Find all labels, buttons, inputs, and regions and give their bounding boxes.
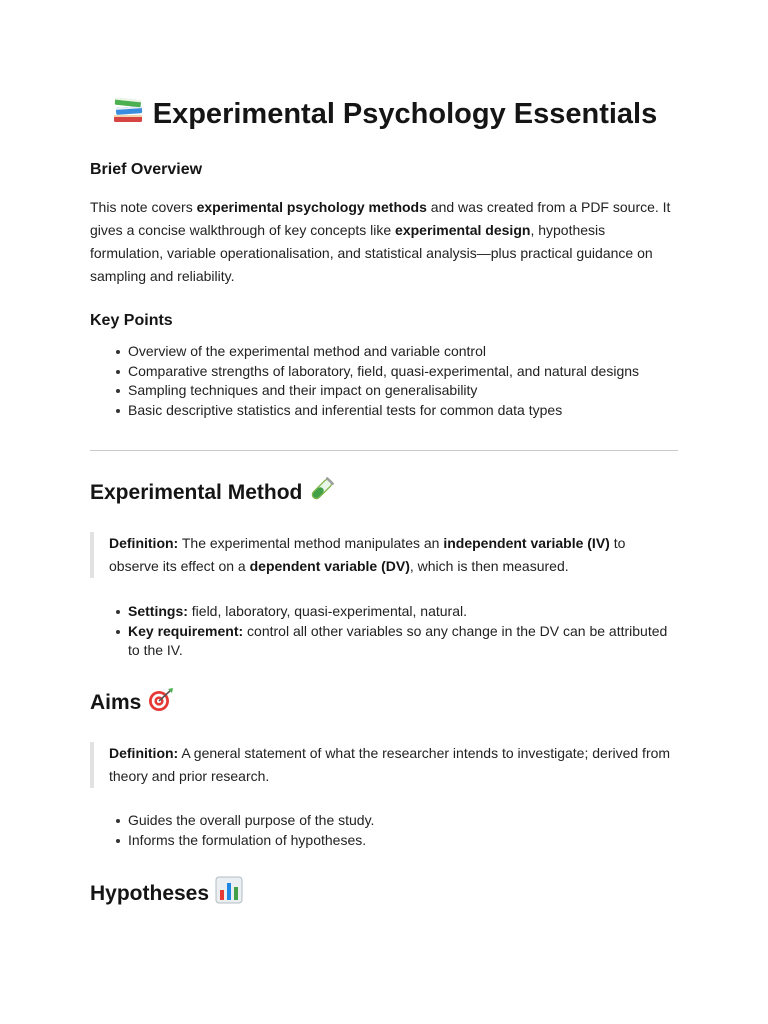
experimental-method-bullets [90,602,678,661]
key-points-heading: Key Points [90,312,173,329]
list-item: Overview of the experimental method and variable control [128,342,678,362]
list-item: Basic descriptive statistics and inferential tests for common data types [128,401,678,421]
section-divider [90,450,678,451]
definition-bold-iv: independent variable (IV) [443,535,610,551]
key-points-list [90,342,678,420]
overview-paragraph [90,196,678,288]
experimental-method-heading-text: Experimental Method [90,481,303,505]
list-item: Informs the formulation of hypotheses. [128,831,678,851]
experimental-method-definition [90,532,678,578]
aims-bullets [90,811,678,850]
bullet-text: control all other variables so any change in the DV can be attributed to the IV. [128,622,668,658]
list-item [128,622,678,661]
definition-label: Definition: [109,535,179,551]
bullet-text: field, laboratory, quasi-experimental, natural. [187,603,467,619]
overview-text-1: This note covers [90,199,197,215]
experimental-method-heading [90,476,678,511]
list-item: Sampling techniques and their impact on generalisability [128,381,678,401]
overview-bold-1: experimental psychology methods [196,199,427,215]
bar-chart-icon [215,876,243,913]
overview-body [90,196,678,288]
hypotheses-heading-text: Hypotheses [90,882,210,906]
definition-text-1: The experimental method manipulates an [178,535,444,551]
page-title [0,92,768,138]
definition-quote [90,742,678,788]
target-icon [147,686,175,721]
aims-section [90,686,678,721]
key-points-section [90,310,678,332]
overview-text-2: and was created from a PDF source. It gives a concise walkthrough of key concepts like [90,199,671,238]
definition-label: Definition: [109,745,179,761]
bullet-label: Key requirement: [128,622,244,639]
list-item [128,602,678,622]
aims-bullets-wrap [90,811,678,850]
definition-text: A general statement of what the researcher intends to investigate; derived from theory and prior research. [109,745,671,784]
hypotheses-section [90,876,678,913]
aims-definition [90,742,678,788]
hypotheses-heading [90,876,678,913]
overview-bold-2: experimental design [395,222,531,238]
page-title-text: Experimental Psychology Essentials [152,98,658,130]
books-icon [111,93,145,138]
overview-heading: Brief Overview [90,161,203,178]
definition-quote [90,532,678,578]
definition-text-3: , which is then measured. [409,558,569,574]
definition-bold-dv: dependent variable (DV) [249,558,410,574]
list-item: Comparative strengths of laboratory, field, quasi-experimental, and natural designs [128,362,678,382]
list-item: Guides the overall purpose of the study. [128,811,678,831]
aims-heading [90,686,678,721]
definition-text-2: to observe its effect on a [109,535,626,574]
test-tube-icon [308,476,336,511]
overview-text-3: , hypothesis formulation, variable operationalisation, and statistical analysis—plus practical guidance on sampling and reliability. [90,222,653,284]
aims-heading-text: Aims [90,691,142,715]
key-points-list-wrap [90,342,678,420]
bullet-label: Settings: [128,603,188,619]
experimental-method-section [90,476,678,511]
overview-section [90,159,678,181]
experimental-method-bullets-wrap [90,602,678,661]
